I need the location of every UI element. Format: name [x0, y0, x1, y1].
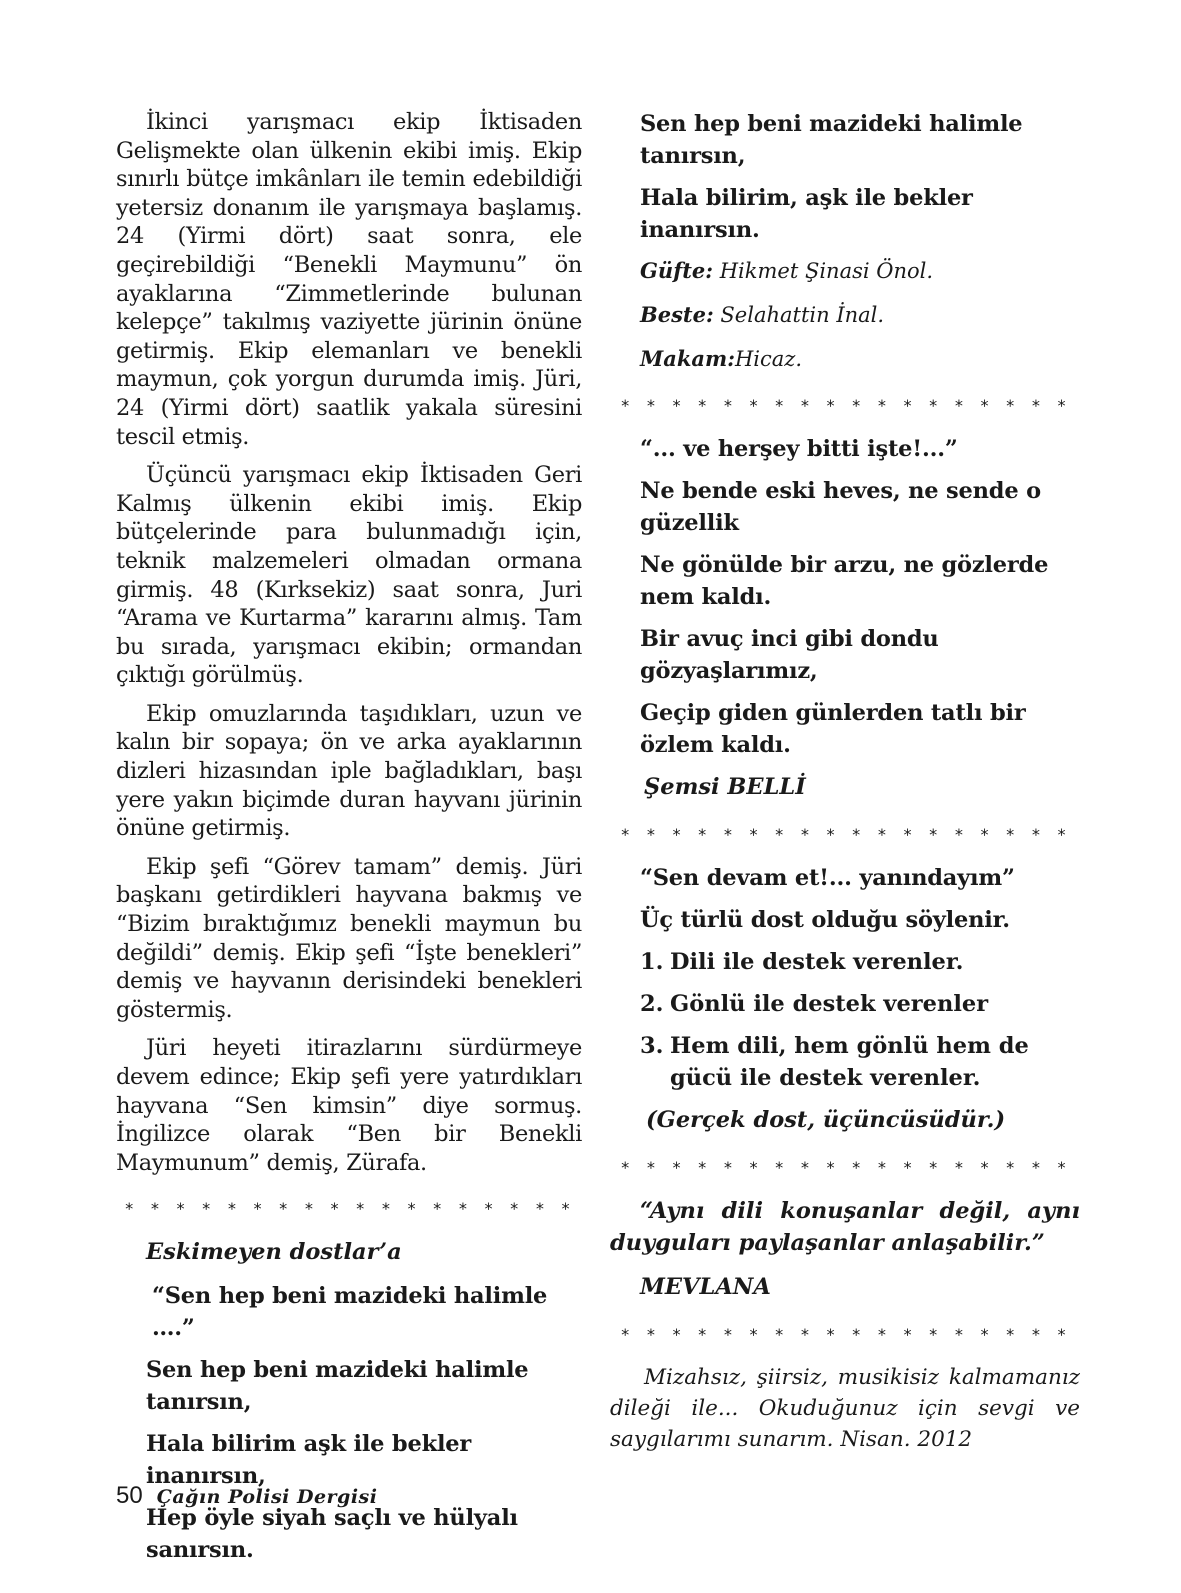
credit-lyrics — [640, 256, 1080, 286]
friend-note: (Gerçek dost, üçüncüsüdür.) — [646, 1107, 1006, 1133]
separator: * * * * * * * * * * * * * * * * * * — [620, 1158, 1070, 1177]
credit-value: Hicaz. — [734, 347, 803, 371]
list-number: 3. — [640, 1033, 664, 1059]
separator: * * * * * * * * * * * * * * * * * * — [124, 1199, 574, 1219]
poem2-line: Ne bende eski heves, ne sende o güzellik — [640, 478, 1041, 536]
page-number: 50 — [116, 1482, 143, 1509]
poem2-line: Geçip giden günlerden tatlı bir özlem kaldı. — [640, 700, 1026, 758]
left-column — [116, 108, 582, 1576]
poem-line: Sen hep beni mazideki halimle tanırsın, — [640, 111, 1023, 169]
right-column — [610, 108, 1080, 1455]
poem2-author: Şemsi BELLİ — [644, 774, 806, 800]
separator: * * * * * * * * * * * * * * * * * * — [620, 1325, 1070, 1344]
credit-label: Makam: — [640, 346, 735, 371]
list-number: 1. — [640, 949, 664, 975]
story-paragraph: Üçüncü yarışmacı ekip İktisaden Geri Kalmış ülkenin ekibi imiş. Ekip bütçelerinde para bulunmadığı için, teknik malzemeleri olmadan ormana girmiş. 48 (Kırksekiz) saat sonra, Juri “Arama ve Kurtarma” kararını almış. Tam bu sırada, yarışmacı ekibin; ormandan çıktığı görülmüş. — [116, 462, 582, 689]
friend-title: “Sen devam et!... yanındayım” — [640, 865, 1015, 891]
list-text: Hem dili, hem gönlü hem de gücü ile destek verenler. — [670, 1033, 1029, 1091]
story-paragraph: İkinci yarışmacı ekip İktisaden Gelişmekte olan ülkenin ekibi imiş. Ekip sınırlı bütçe imkânları ile temin edebildiği yetersiz donanım ile yarışmaya başlamış. 24 (Yirmi dört) saat sonra, ele geçirebildiği “Benekli Maymunu” ön ayaklarına “Zimmetlerinde bulunan kelepçe” takılmış vaziyette jürinin önüne getirmiş. Ekip elemanları ve benekli maymun, çok yorgun durumda imiş. Jüri, 24 (Yirmi dört) saatlik yakala süresini tescil etmiş. — [116, 109, 582, 450]
credit-label: Beste: — [640, 302, 714, 327]
list-text: Gönlü ile destek verenler — [670, 991, 989, 1017]
poem2-line: Ne gönülde bir arzu, ne gözlerde nem kaldı. — [640, 552, 1049, 610]
mevlana-quote: “Aynı dili konuşanlar değil, aynı duyguları paylaşanlar anlaşabilir.” — [610, 1198, 1080, 1256]
poem-title: “Sen hep beni mazideki halimle ….” — [152, 1283, 548, 1342]
list-item — [640, 1030, 1080, 1094]
poem-line: Sen hep beni mazideki halimle tanırsın, — [146, 1357, 529, 1416]
poem2-line: Bir avuç inci gibi dondu gözyaşlarımız, — [640, 626, 939, 684]
credit-composer — [640, 300, 1080, 330]
poem-heading: Eskimeyen dostlar’a — [146, 1239, 402, 1266]
story-paragraph: Ekip şefi “Görev tamam” demiş. Jüri başkanı getirdikleri hayvana bakmış ve “Bizim bıraktığımız benekli maymun bu değildi” demiş. Ekip şefi “İşte benekleri” demiş ve hayvanın derisindeki benekleri göstermiş. — [116, 853, 582, 1023]
friend-list — [640, 946, 1080, 1094]
credit-value: Selahattin İnal. — [713, 303, 885, 327]
quote-author: MEVLANA — [640, 1274, 771, 1300]
poem2-title: “... ve herşey bitti işte!...” — [640, 436, 958, 462]
list-text: Dili ile destek verenler. — [670, 949, 964, 975]
poem-line: Hala bilirim aşk ile bekler inanırsın, — [146, 1431, 472, 1490]
list-number: 2. — [640, 991, 664, 1017]
closing-text: Mizahsız, şiirsiz, musikisiz kalmamanız dileği ile... Okuduğunuz için sevgi ve saygılarımı sunarım. Nisan. 2012 — [610, 1365, 1080, 1452]
separator: * * * * * * * * * * * * * * * * * * — [620, 396, 1070, 415]
list-item — [640, 946, 1080, 978]
poem-line: Hala bilirim, aşk ile bekler inanırsın. — [640, 185, 973, 243]
magazine-title: Çağın Polisi Dergisi — [156, 1486, 378, 1508]
friend-intro: Üç türlü dost olduğu söylenir. — [640, 907, 1010, 933]
credit-makam — [640, 344, 1080, 374]
story-paragraph: Jüri heyeti itirazlarını sürdürmeye devem edince; Ekip şefi yere yatırdıkları hayvana “Sen kimsin” diye sormuş. İngilizce olarak “Ben bir Benekli Maymunum” demiş, Zürafa. — [116, 1035, 582, 1176]
separator: * * * * * * * * * * * * * * * * * * — [620, 825, 1070, 844]
list-item — [640, 988, 1080, 1020]
story-paragraph: Ekip omuzlarında taşıdıkları, uzun ve kalın bir sopaya; ön ve arka ayaklarının dizleri hizasından iple bağladıkları, başı yere yakın biçimde duran hayvanı jürinin önüne getirmiş. — [116, 700, 582, 842]
page-footer — [116, 1482, 377, 1510]
credit-value: Hikmet Şinasi Önol. — [713, 259, 934, 283]
credit-label: Güfte: — [640, 258, 714, 283]
poem-line: Hep öyle siyah saçlı ve hülyalı sanırsın. — [146, 1505, 518, 1564]
